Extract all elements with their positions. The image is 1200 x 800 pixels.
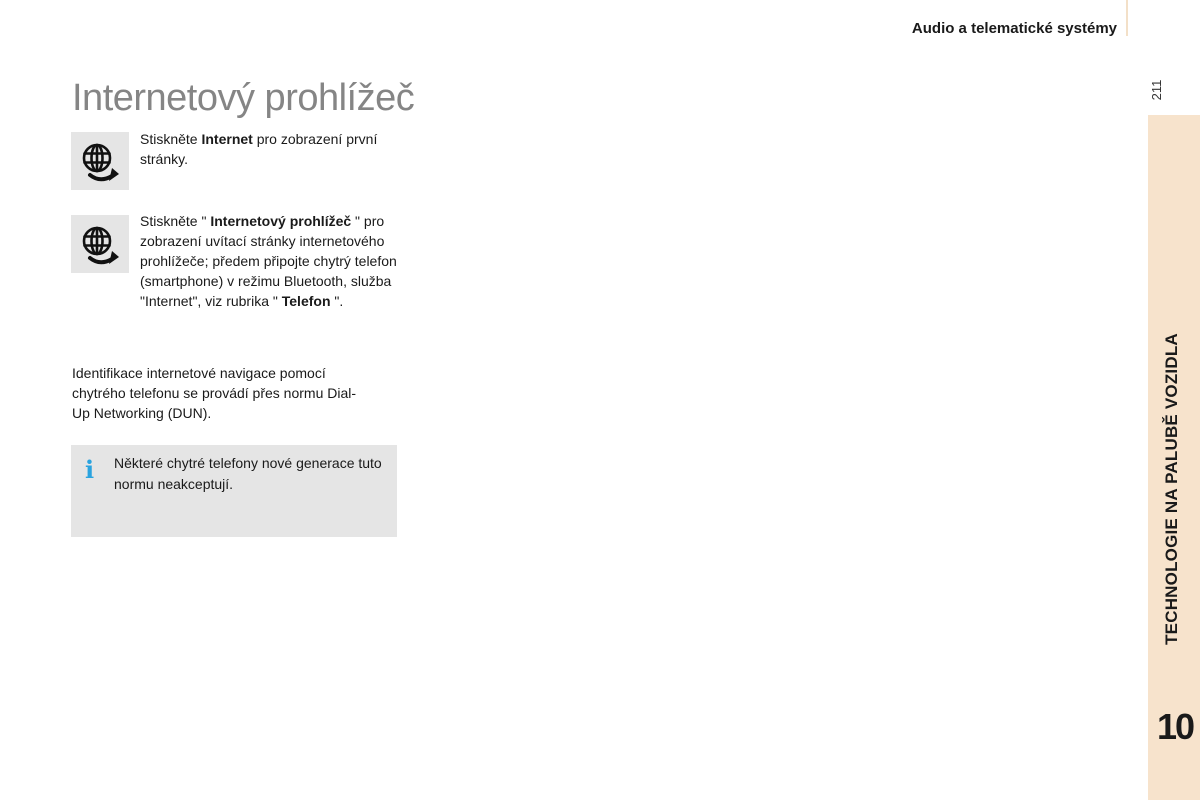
chapter-tab-label: TECHNOLOGIE NA PALUBĚ VOZIDLA bbox=[1162, 333, 1181, 645]
instruction-text: " pro zobrazení uvítací stránky internetového prohlížeče; předem připojte chytrý telefon (smartphone) v režimu Bluetooth, služba "Internet", viz rubrika " bbox=[140, 213, 397, 309]
instruction-text: pro zobrazení první stránky. bbox=[140, 131, 378, 167]
instruction-text: Stiskněte " bbox=[140, 213, 211, 229]
info-note bbox=[71, 445, 397, 537]
instruction-text: Stiskněte bbox=[140, 131, 202, 147]
page-number: 211 bbox=[1148, 79, 1164, 101]
instruction-keyword: Telefon bbox=[281, 293, 331, 309]
page-title: Internetový prohlížeč bbox=[72, 77, 415, 119]
instruction-browser bbox=[140, 211, 398, 311]
instruction-keyword: Internet bbox=[201, 131, 253, 147]
running-header: Audio a telematické systémy bbox=[911, 20, 1117, 37]
instruction-text: ". bbox=[330, 293, 344, 309]
info-icon: i bbox=[85, 455, 95, 484]
internet-globe-icon bbox=[71, 215, 129, 273]
instruction-internet bbox=[140, 129, 390, 169]
chapter-number: 10 bbox=[1156, 706, 1194, 747]
instruction-keyword: Internetový prohlížeč bbox=[210, 213, 352, 229]
header-divider bbox=[1126, 0, 1128, 36]
dun-paragraph: Identifikace internetové navigace pomocí chytrého telefonu se provádí přes normu Dial-Up Networking (DUN). bbox=[72, 365, 357, 421]
internet-globe-icon bbox=[71, 132, 129, 190]
note-text: Některé chytré telefony nové generace tuto normu neakceptují. bbox=[114, 455, 382, 492]
